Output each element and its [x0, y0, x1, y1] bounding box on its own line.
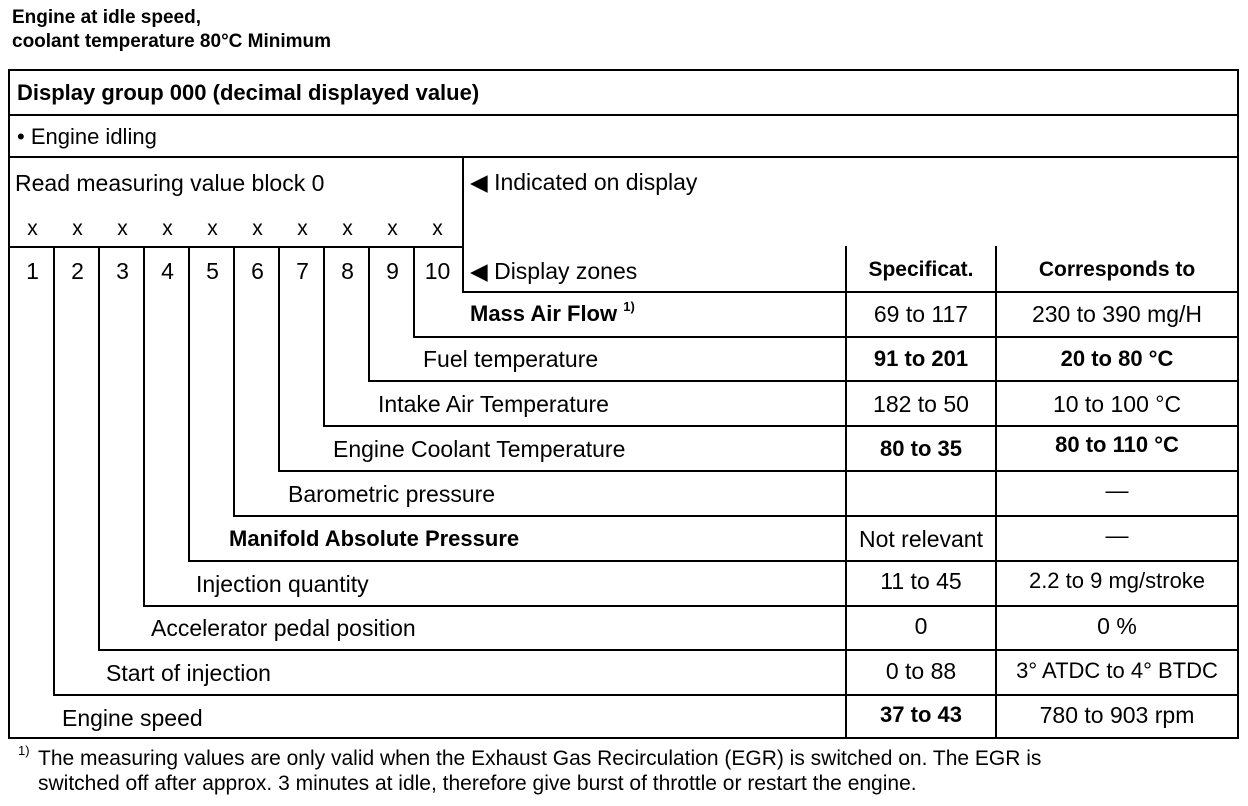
footnote-mark: 1): [18, 743, 30, 758]
x-mark: x: [252, 217, 263, 240]
x-mark: x: [387, 217, 398, 240]
zone-row-top: [8, 246, 463, 248]
frame-right: [1237, 69, 1239, 739]
zone-number: 1: [26, 258, 39, 284]
row-spec: 0 to 88: [885, 658, 957, 684]
step-line-7: [143, 605, 1239, 607]
zone-line-9: [413, 246, 415, 338]
zone-number: 9: [386, 258, 399, 284]
zone-line-7: [323, 246, 325, 427]
row-name-engine-speed: Engine speed: [62, 705, 203, 731]
step-line-0: [462, 291, 1239, 293]
x-mark: x: [162, 217, 173, 240]
row-name-barometric-pressure: Barometric pressure: [288, 481, 496, 507]
row-spec: 91 to 201: [873, 346, 969, 371]
corr-header: Corresponds to: [1038, 258, 1196, 281]
row-spec: 37 to 43: [880, 702, 962, 727]
line-under-condition: [8, 156, 1239, 158]
step-line-2: [368, 380, 1239, 382]
x-mark: x: [207, 217, 218, 240]
step-line-4: [278, 470, 1239, 472]
step-line-9: [53, 694, 1239, 696]
step-line-8: [98, 649, 1239, 651]
frame-bottom: [8, 737, 1239, 739]
step-line-6: [188, 560, 1239, 562]
zone-line-8: [368, 246, 370, 382]
row-corr: 80 to 110 °C: [1055, 432, 1179, 457]
row-corr: 20 to 80 °C: [1060, 346, 1174, 371]
indicated-on-display: ◀ Indicated on display: [470, 169, 698, 195]
row-corr: 780 to 903 rpm: [1039, 702, 1195, 728]
frame-left: [8, 69, 10, 739]
row-spec: 182 to 50: [873, 391, 969, 417]
row-corr: 10 to 100 °C: [1052, 391, 1182, 417]
line-under-title: [8, 114, 1239, 116]
zone-line-4: [188, 246, 190, 562]
x-mark: x: [297, 217, 308, 240]
row-name-injection-quantity: Injection quantity: [196, 571, 369, 597]
row-corr: 230 to 390 mg/H: [1031, 301, 1203, 327]
zone-number: 6: [251, 258, 264, 284]
row-corr: 0 %: [1097, 613, 1137, 639]
x-mark: x: [117, 217, 128, 240]
header-line-1: Engine at idle speed,: [12, 7, 201, 28]
row-corr: 3° ATDC to 4° BTDC: [1016, 658, 1218, 683]
row-corr-dash: —: [1105, 522, 1129, 548]
frame-top: [8, 69, 1239, 71]
row-spec: 11 to 45: [880, 568, 962, 594]
row-spec: 69 to 117: [873, 301, 969, 327]
row-spec: 80 to 35: [880, 436, 962, 461]
row-name-text: Mass Air Flow: [470, 301, 618, 326]
condition-text: • Engine idling: [17, 124, 157, 149]
zone-number: 7: [296, 258, 309, 284]
row-name-mass-air-flow: [470, 299, 635, 326]
step-line-1: [413, 336, 1239, 338]
row-name-engine-coolant-temperature: Engine Coolant Temperature: [333, 436, 626, 462]
step-line-3: [323, 425, 1239, 427]
zone-number: 5: [206, 258, 219, 284]
row-name-intake-air-temperature: Intake Air Temperature: [378, 391, 609, 417]
read-block-right-border: [462, 156, 464, 292]
zone-number: 3: [116, 258, 129, 284]
zone-number: 2: [71, 258, 84, 284]
footnote-line-2: switched off after approx. 3 minutes at idle, therefore give burst of throttle or restart the engine.: [38, 772, 917, 795]
zone-line-3: [143, 246, 145, 607]
row-name-manifold-absolute-pressure: Manifold Absolute Pressure: [229, 526, 520, 551]
footnote-line-1: The measuring values are only valid when the Exhaust Gas Recirculation (EGR) is switched on. The EGR is: [38, 747, 1042, 770]
table-title: Display group 000 (decimal displayed value): [17, 80, 480, 105]
zone-line-6: [278, 246, 280, 472]
row-name-start-of-injection: Start of injection: [106, 660, 271, 686]
zone-number: 10: [424, 258, 451, 284]
x-mark: x: [72, 217, 83, 240]
spec-header: Specificat.: [868, 258, 974, 281]
header-line-2: coolant temperature 80°C Minimum: [12, 31, 332, 52]
row-corr-dash: —: [1105, 477, 1129, 503]
row-spec: Not relevant: [858, 526, 983, 552]
zone-number: 8: [341, 258, 354, 284]
footnote-ref: 1): [623, 299, 635, 314]
zone-line-1: [53, 246, 55, 696]
row-name-accelerator-pedal-position: Accelerator pedal position: [151, 615, 416, 641]
row-spec: 0: [914, 613, 928, 639]
read-block-text: Read measuring value block 0: [15, 170, 325, 196]
row-name-fuel-temperature: Fuel temperature: [423, 346, 599, 372]
zone-number: 4: [161, 258, 174, 284]
zone-line-5: [233, 246, 235, 517]
step-line-5: [233, 515, 1239, 517]
row-corr: 2.2 to 9 mg/stroke: [1028, 568, 1206, 593]
x-mark: x: [27, 217, 38, 240]
display-zones-label: ◀ Display zones: [470, 258, 638, 284]
x-mark: x: [432, 217, 443, 240]
zone-line-2: [98, 246, 100, 651]
x-mark: x: [342, 217, 353, 240]
